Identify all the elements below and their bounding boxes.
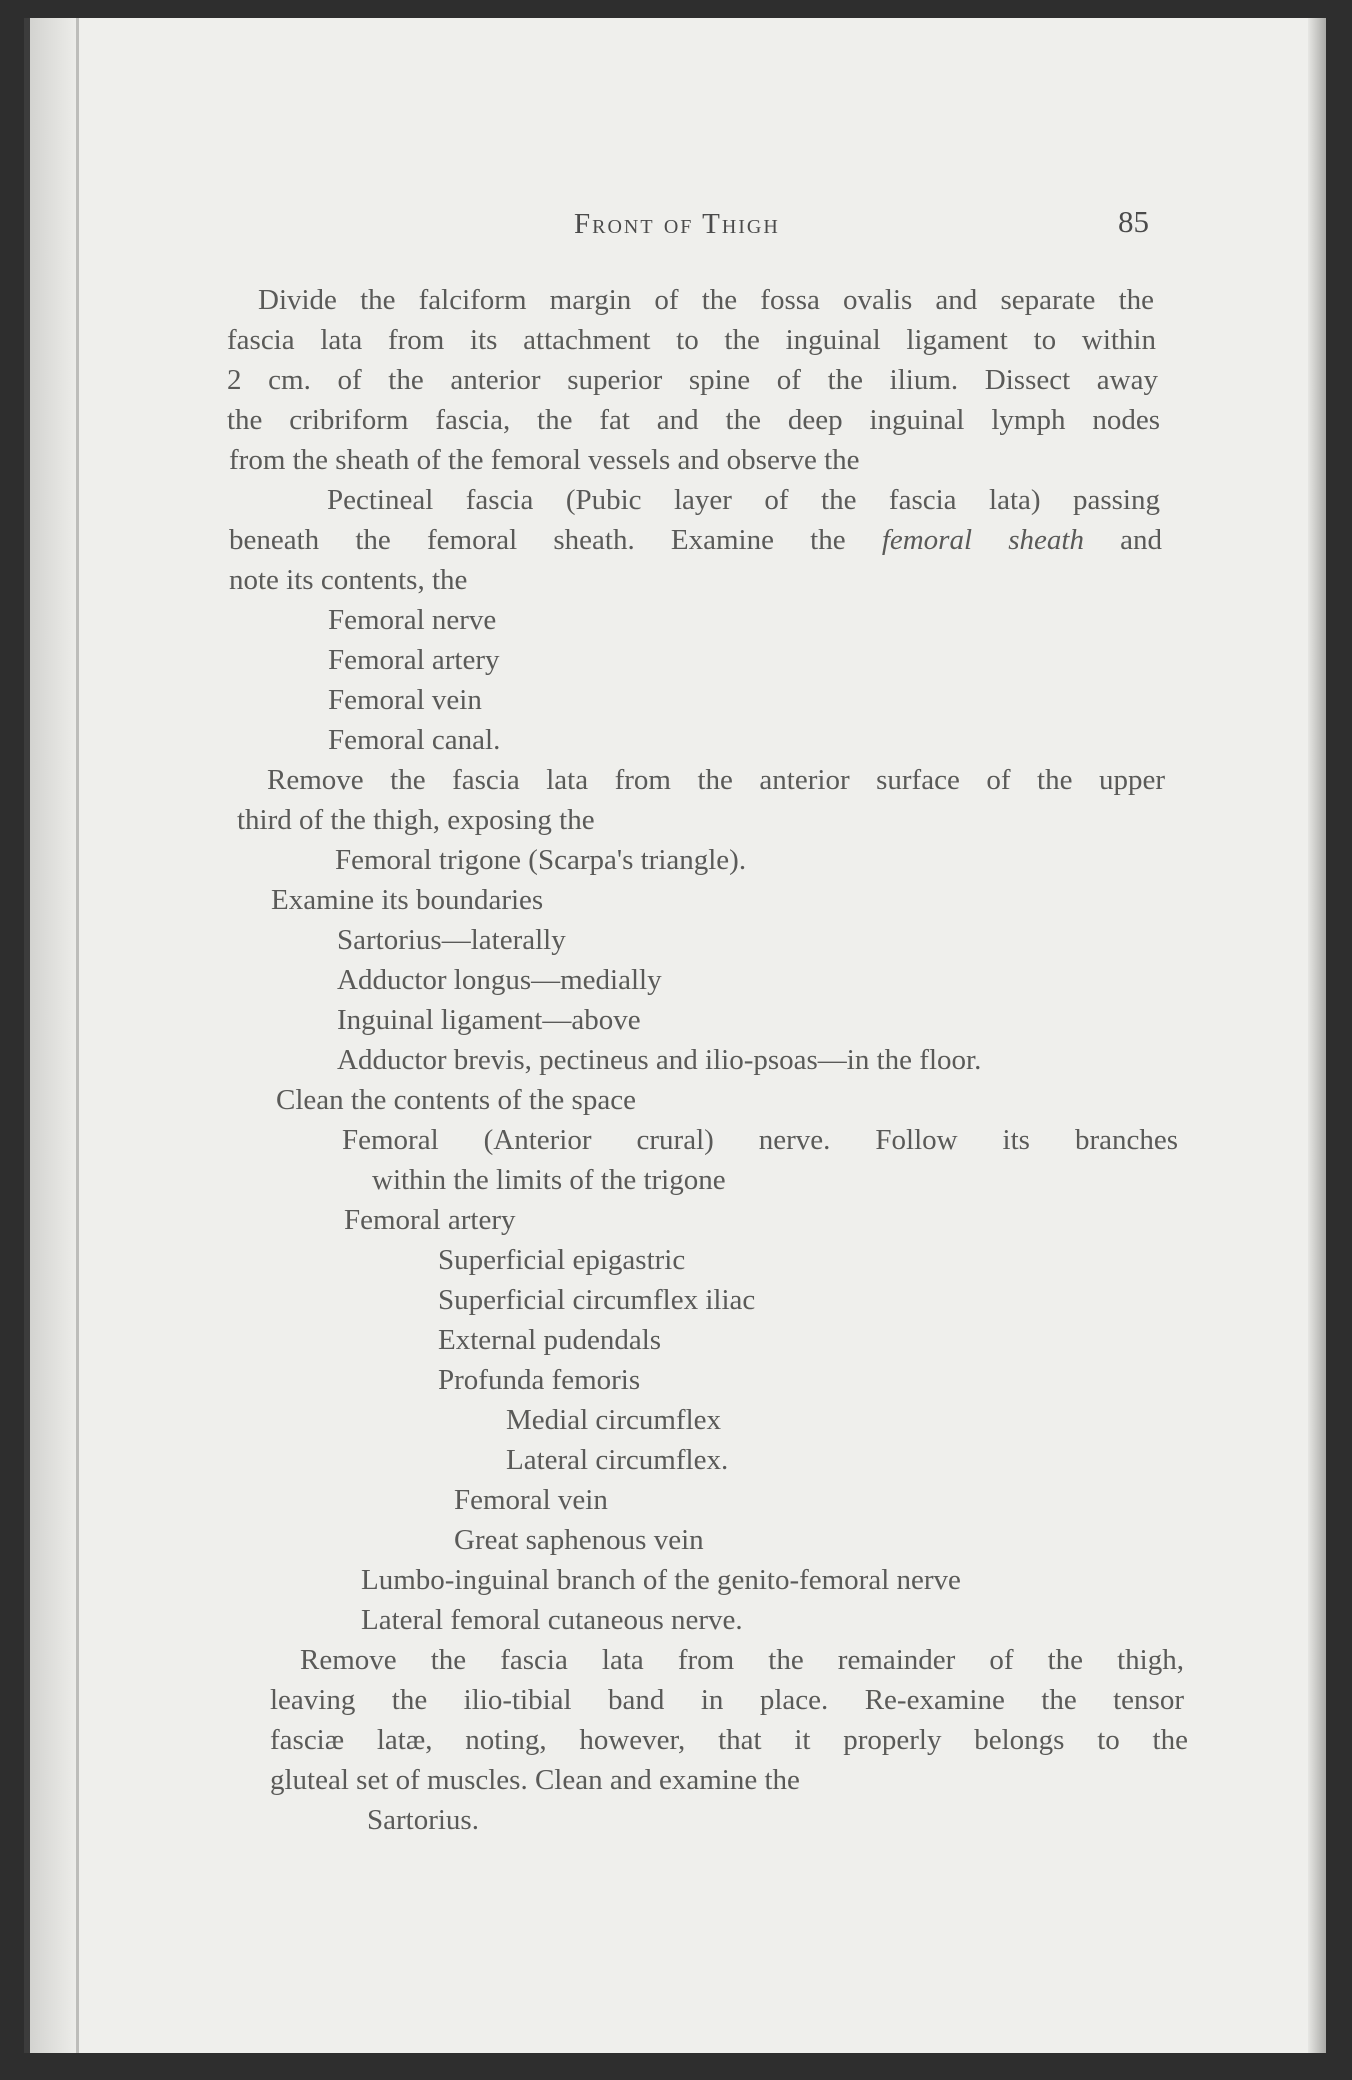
page-header xyxy=(30,204,1326,248)
list-item: Femoral nerve xyxy=(328,604,497,636)
text-line: Remove the fascia lata from the remainder of the thigh, xyxy=(300,1644,1184,1676)
list-item: External pudendals xyxy=(438,1324,662,1356)
list-item: Femoral canal. xyxy=(328,724,501,756)
running-head: Front of Thigh xyxy=(574,208,780,240)
text-line: note its contents, the xyxy=(229,564,468,596)
list-item: Lateral femoral cutaneous nerve. xyxy=(361,1604,743,1636)
list-item: Great saphenous vein xyxy=(454,1524,704,1556)
list-item: Profunda femoris xyxy=(438,1364,641,1396)
text-line: fasciæ latæ, noting, however, that it properly belongs to the xyxy=(270,1724,1188,1756)
page-edge-shadow xyxy=(1308,18,1326,2053)
list-item: Femoral vein xyxy=(328,684,482,716)
list-item: Femoral artery xyxy=(328,644,500,676)
text-line: Pectineal fascia (Pubic layer of the fascia lata) passing xyxy=(327,484,1160,516)
text-line: Clean the contents of the space xyxy=(276,1084,636,1116)
list-item: Sartorius. xyxy=(367,1804,479,1836)
list-item: Adductor longus—medially xyxy=(337,964,662,996)
text-line: Examine its boundaries xyxy=(271,884,544,916)
page-number: 85 xyxy=(1118,204,1149,239)
text-line: fascia lata from its attachment to the inguinal ligament to within xyxy=(227,324,1156,356)
spine-edge xyxy=(76,18,79,2053)
text-line: Remove the fascia lata from the anterior surface of the upper xyxy=(267,764,1165,796)
book-page xyxy=(24,18,1326,2053)
page-gutter-shadow xyxy=(30,18,76,2053)
list-item: Femoral vein xyxy=(454,1484,608,1516)
list-item: Adductor brevis, pectineus and ilio-psoas—in the floor. xyxy=(337,1044,982,1076)
text-line: Divide the falciform margin of the fossa ovalis and separate the xyxy=(258,284,1154,316)
text-line: beneath the femoral sheath. Examine the femoral sheath and xyxy=(229,524,1163,556)
text-line: 2 cm. of the anterior superior spine of the ilium. Dissect away xyxy=(227,364,1158,396)
list-item: Superficial epigastric xyxy=(438,1244,686,1276)
list-item: Femoral trigone (Scarpa's triangle). xyxy=(335,844,747,876)
text-line: third of the thigh, exposing the xyxy=(237,804,595,836)
text-line: from the sheath of the femoral vessels and observe the xyxy=(229,444,860,476)
list-item: within the limits of the trigone xyxy=(372,1164,726,1196)
text-line: leaving the ilio-tibial band in place. Re-examine the tensor xyxy=(270,1684,1184,1716)
list-item: Lumbo-inguinal branch of the genito-femoral nerve xyxy=(361,1564,961,1596)
list-item: Inguinal ligament—above xyxy=(337,1004,641,1036)
list-item: Sartorius—laterally xyxy=(337,924,566,956)
text-line: gluteal set of muscles. Clean and examine the xyxy=(270,1764,800,1796)
italic-term: femoral sheath xyxy=(881,524,1084,556)
list-item: Superficial circumflex iliac xyxy=(438,1284,756,1316)
list-item: Femoral (Anterior crural) nerve. Follow its branches xyxy=(342,1124,1178,1156)
list-item: Femoral artery xyxy=(344,1204,516,1236)
text-line: the cribriform fascia, the fat and the deep inguinal lymph nodes xyxy=(227,404,1160,436)
list-item: Lateral circumflex. xyxy=(506,1444,729,1476)
list-item: Medial circumflex xyxy=(506,1404,721,1436)
